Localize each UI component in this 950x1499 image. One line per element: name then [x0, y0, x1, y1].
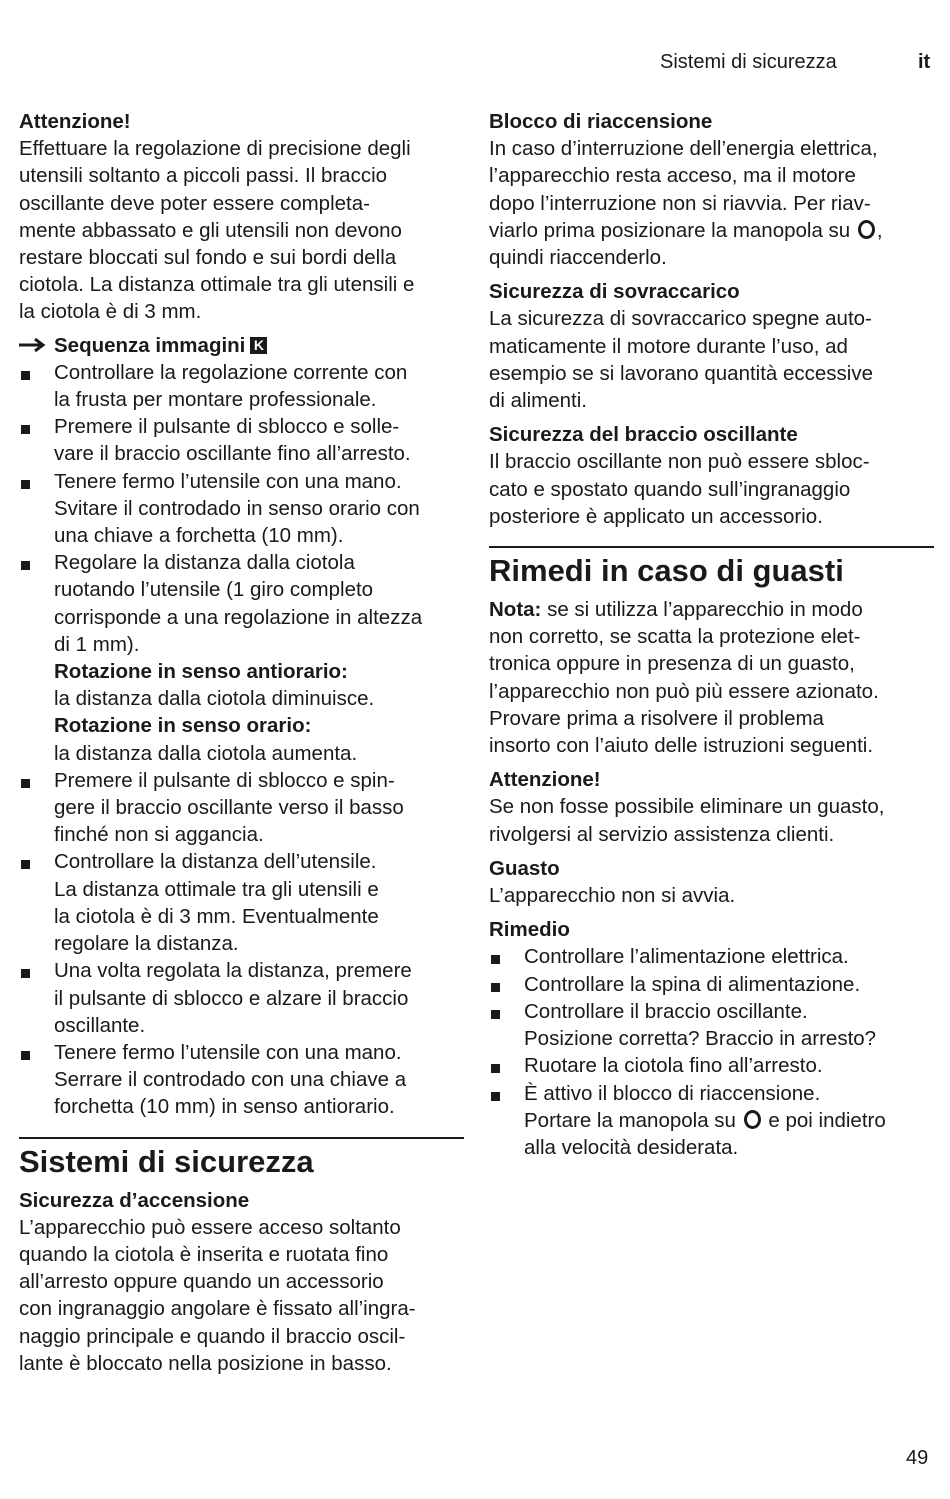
- text-line: quando la ciotola è inserita e ruotata fino: [19, 1242, 389, 1266]
- text-line: posteriore è applicato un accessorio.: [489, 504, 823, 528]
- list-item: [19, 848, 464, 957]
- text-line: la frusta per montare professionale.: [54, 388, 377, 412]
- text-line: la ciotola è di 3 mm.: [19, 300, 202, 324]
- rotation-cw-label: Rotazione in senso orario:: [54, 714, 312, 738]
- text-line: ruotando l’utensile (1 giro completo: [54, 578, 374, 602]
- restart-text-part: ,: [876, 218, 883, 242]
- arm-safety-text: [489, 448, 934, 530]
- note-lines: [489, 623, 934, 759]
- list-item: [489, 998, 934, 1052]
- text-line: Serrare il controdado con una chiave a: [54, 1068, 407, 1092]
- text-line: Posizione corretta? Braccio in arresto?: [524, 1027, 877, 1051]
- attention-title-right: Attenzione!: [489, 768, 601, 792]
- image-sequence: [19, 332, 464, 359]
- note-label: Nota:: [489, 598, 542, 622]
- section-heading-faults: Rimedi in caso di guasti: [489, 553, 844, 589]
- text-line: la ciotola è di 3 mm. Eventualmente: [54, 904, 379, 928]
- attention-title: Attenzione!: [19, 110, 131, 133]
- list-item: [19, 957, 464, 1039]
- instruction-steps: [19, 359, 464, 1121]
- overload-title: Sicurezza di sovraccarico: [489, 280, 740, 304]
- text-line: Regolare la distanza dalla ciotola: [54, 551, 355, 575]
- text-line: l’apparecchio non può più essere azionato.: [489, 679, 879, 703]
- fault-text: L’apparecchio non si avvia.: [489, 884, 736, 908]
- text-line: non corretto, se scatta la protezione elet-: [489, 625, 861, 649]
- text-line: ciotola. La distanza ottimale tra gli utensili e: [19, 273, 415, 297]
- text-line: La distanza ottimale tra gli utensili e: [54, 877, 379, 901]
- text-line: In caso d’interruzione dell’energia elettrica,: [489, 137, 878, 161]
- text-line: Tenere fermo l’utensile con una mano.: [54, 469, 402, 493]
- remedy-list: [489, 943, 934, 1161]
- remedy-text-part: e poi indietro: [762, 1108, 886, 1132]
- restart-text-line: quindi riaccenderlo.: [489, 246, 667, 270]
- note-text: [489, 596, 934, 759]
- text-line: finché non si aggancia.: [54, 823, 264, 847]
- sequence-label: Sequenza immagini: [54, 333, 246, 357]
- note-first-line: se si utilizza l’apparecchio in modo: [541, 598, 863, 622]
- remedy-text-line: alla velocità desiderata.: [524, 1135, 739, 1159]
- text-line: Controllare la regolazione corrente con: [54, 360, 408, 384]
- text-line: Ruotare la ciotola fino all’arresto.: [524, 1054, 823, 1078]
- list-item: [19, 549, 464, 767]
- list-item: [489, 971, 934, 998]
- text-line: Provare prima a risolvere il problema: [489, 706, 824, 730]
- text-line: maticamente il motore durante l’uso, ad: [489, 334, 848, 358]
- text-line: La sicurezza di sovraccarico spegne auto-: [489, 307, 872, 331]
- list-item: [19, 359, 464, 413]
- restart-title: Blocco di riaccensione: [489, 110, 713, 133]
- remedy-text-line: È attivo il blocco di riaccensione.: [524, 1081, 821, 1105]
- language-code: it: [918, 51, 931, 73]
- text-line: rivolgersi al servizio assistenza clienti.: [489, 822, 835, 846]
- text-line: lante è bloccato nella posizione in basso.: [19, 1351, 392, 1375]
- text-line: vare il braccio oscillante fino all’arresto.: [54, 442, 411, 466]
- text-line: Se non fosse possibile eliminare un guasto,: [489, 795, 885, 819]
- list-item: [19, 1039, 464, 1121]
- running-header-title: Sistemi di sicurezza: [660, 51, 837, 73]
- text-line: Il braccio oscillante non può essere sbloc-: [489, 450, 870, 474]
- text-line: esempio se si lavorano quantità eccessive: [489, 361, 874, 385]
- sequence-box-letter: K: [250, 337, 267, 354]
- list-item: [19, 413, 464, 467]
- right-column: [489, 108, 934, 1161]
- text-line: utensili soltanto a piccoli passi. Il braccio: [19, 164, 388, 188]
- restart-text-part: viarlo prima posizionare la manopola su: [489, 218, 851, 242]
- step-text: [54, 549, 464, 658]
- text-line: il pulsante di sblocco e alzare il braccio: [54, 986, 409, 1010]
- text-line: Controllare il braccio oscillante.: [524, 999, 808, 1023]
- ignition-title: Sicurezza d’accensione: [19, 1188, 250, 1212]
- remedy-text-part: Portare la manopola su: [524, 1108, 736, 1132]
- text-line: Controllare la spina di alimentazione.: [524, 972, 861, 996]
- arm-safety-title: Sicurezza del braccio oscillante: [489, 423, 798, 447]
- ignition-text: [19, 1214, 464, 1377]
- text-line: di 1 mm).: [54, 632, 140, 656]
- text-line: dopo l’interruzione non si riavvia. Per riav-: [489, 191, 871, 215]
- text-line: cato e spostato quando sull’ingranaggio: [489, 477, 851, 501]
- list-item: [19, 468, 464, 550]
- attention-text-right: [489, 793, 934, 847]
- arrow-right-icon: [19, 338, 54, 352]
- remedy-text-line: [524, 1107, 934, 1134]
- text-line: di alimenti.: [489, 389, 587, 413]
- section-heading-safety: Sistemi di sicurezza: [19, 1143, 314, 1179]
- remedy-label: Rimedio: [489, 918, 570, 942]
- text-line: forchetta (10 mm) in senso antiorario.: [54, 1095, 395, 1119]
- text-line: L’apparecchio può essere acceso soltanto: [19, 1215, 401, 1239]
- text-line: Svitare il controdado in senso orario con: [54, 496, 420, 520]
- text-line: una chiave a forchetta (10 mm).: [54, 524, 344, 548]
- overload-text: [489, 305, 934, 414]
- fault-label: Guasto: [489, 856, 560, 880]
- text-line: Controllare l’alimentazione elettrica.: [524, 945, 849, 969]
- text-line: Tenere fermo l’utensile con una mano.: [54, 1040, 402, 1064]
- text-line: Effettuare la regolazione di precisione degli: [19, 137, 411, 161]
- text-line: oscillante deve poter essere completa-: [19, 191, 370, 215]
- text-line: naggio principale e quando il braccio oscil-: [19, 1324, 406, 1348]
- text-line: Controllare la distanza dell’utensile.: [54, 850, 377, 874]
- attention-text: [19, 135, 464, 325]
- list-item: [489, 1052, 934, 1079]
- list-item: [489, 1080, 934, 1162]
- text-line: Premere il pulsante di sblocco e spin-: [54, 768, 395, 792]
- text-line: oscillante.: [54, 1013, 146, 1037]
- text-line: corrisponde a una regolazione in altezza: [54, 605, 423, 629]
- knob-zero-icon: [858, 220, 875, 239]
- text-line: Premere il pulsante di sblocco e solle-: [54, 415, 400, 439]
- text-line: l’apparecchio resta acceso, ma il motore: [489, 164, 856, 188]
- left-column: [19, 108, 464, 1377]
- text-line: regolare la distanza.: [54, 932, 239, 956]
- text-line: all’arresto oppure quando un accessorio: [19, 1270, 384, 1294]
- page-number: 49: [906, 1447, 929, 1469]
- text-line: con ingranaggio angolare è fissato all’ingra-: [19, 1297, 416, 1321]
- rotation-ccw-label: Rotazione in senso antiorario:: [54, 660, 348, 684]
- text-line: restare bloccati sul fondo e sui bordi della: [19, 246, 397, 270]
- rotation-cw-text: la distanza dalla ciotola aumenta.: [54, 741, 358, 765]
- text-line: mente abbassato e gli utensili non devono: [19, 218, 402, 242]
- rotation-ccw-text: la distanza dalla ciotola diminuisce.: [54, 687, 375, 711]
- text-line: insorto con l’aiuto delle istruzioni seguenti.: [489, 734, 874, 758]
- text-line: Una volta regolata la distanza, premere: [54, 959, 412, 983]
- restart-text-line: [489, 217, 934, 244]
- text-line: gere il braccio oscillante verso il basso: [54, 796, 404, 820]
- restart-text: [489, 135, 934, 217]
- knob-zero-icon: [744, 1110, 761, 1129]
- text-line: tronica oppure in presenza di un guasto,: [489, 652, 855, 676]
- list-item: [489, 943, 934, 970]
- list-item: [19, 767, 464, 849]
